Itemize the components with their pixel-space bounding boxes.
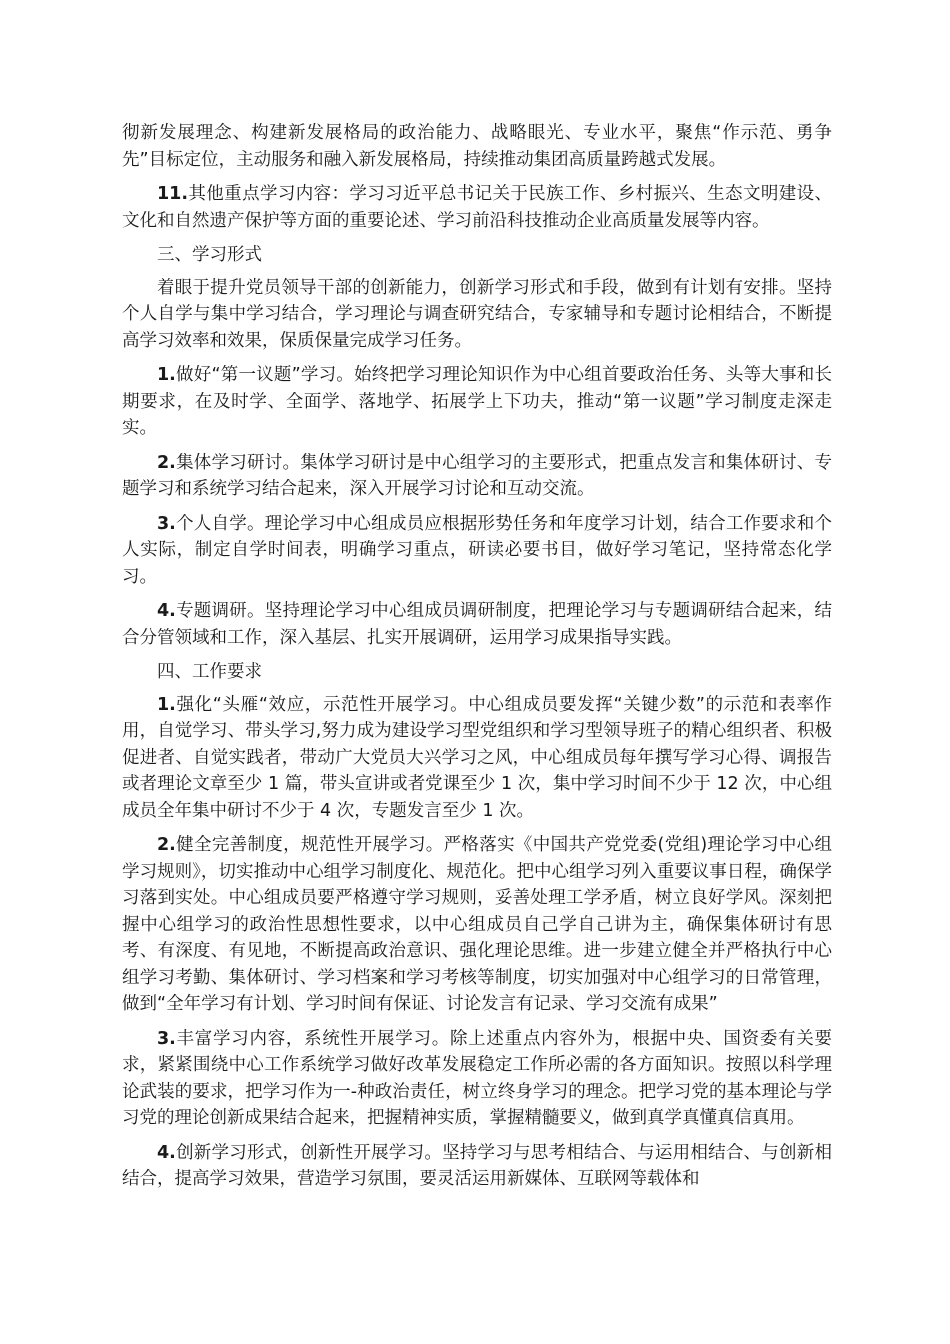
paragraph [122,1026,832,1132]
item-number: 1. [157,365,176,385]
paragraph-text: 个人自学。理论学习中心组成员应根据形势任务和年度学习计划，结合工作要求和个人实际，制定自学时间表，明确学习重点，研读必要书目，做好学习笔记，坚持常态化学习。 [122,513,832,587]
item-number: 2. [157,835,176,855]
paragraph-text: 专题调研。坚持理论学习中心组成员调研制度，把理论学习与专题调研结合起来，结合分管领域和工作，深入基层、扎实开展调研，运用学习成果指导实践。 [122,601,832,648]
document-page [122,120,832,1201]
paragraph [122,511,832,591]
paragraph [122,1140,832,1193]
paragraph [122,598,832,651]
section-heading [122,659,832,686]
item-number: 11. [157,184,189,204]
item-number: 4. [157,1142,176,1163]
paragraph [122,692,832,825]
paragraph [122,181,832,234]
item-number: 2. [157,452,176,473]
paragraph-text: 强化“头雁“效应，示范性开展学习。中心组成员要发挥“关键少数”的示范和表率作用，自觉学习、带头学习,努力成为建设学习型党组织和学习型领导班子的精心组织者、积极促进者、自觉实践者，带动广大党员大兴学习之风，中心组成员每年撰写学习心得、调报告或者理论文章至少 1 篇，带头宣讲或者党课至少 1 次，集中学习时间不少于 12 次，中心组成员全年集中研讨不少于 4 次，专题发言至少 1 次。 [122,694,832,821]
paragraph-text: 彻新发展理念、构建新发展格局的政治能力、战略眼光、专业水平，聚焦“作示范、勇争先”目标定位，主动服务和融入新发展格局，持续推动集团高质量跨越式发展。 [122,123,832,170]
paragraph-text: 创新学习形式，创新性开展学习。坚持学习与思考相结合、与运用相结合、与创新相结合，提高学习效果，营造学习氛围，要灵活运用新媒体、互联网等载体和 [122,1142,832,1189]
paragraph-text: 着眼于提升党员领导干部的创新能力，创新学习形式和手段，做到有计划有安排。坚持个人自学与集中学习结合，学习理论与调查研究结合，专家辅导和专题讨论相结合，不断提高学习效率和效果，保质保量完成学习任务。 [122,277,832,351]
paragraph [122,832,832,1018]
paragraph [122,450,832,503]
paragraph-text: 健全完善制度，规范性开展学习。严格落实《中国共产党党委(党组)理论学习中心组学习规则》，切实推动中心组学习制度化、规范化。把中心组学习列入重要议事日程，确保学习落到实处。中心组成员要严格遵守学习规则，妥善处理工学矛盾，树立良好学风。深刻把握中心组学习的政治性思想性要求，以中心组成员自己学自己讲为主，确保集体研讨有思考、有深度、有见地，不断提高政治意识、强化理论思维。进一步建立健全并严格执行中心组学习考勤、集体研讨、学习档案和学习考核等制度，切实加强对中心组学习的日常管理，做到“全年学习有计划、学习时间有保证、讨论发言有记录、学习交流有成果” [122,835,832,1014]
paragraph [122,275,832,355]
item-number: 3. [157,513,176,534]
paragraph [122,362,832,442]
paragraph-text: 集体学习研讨。集体学习研讨是中心组学习的主要形式，把重点发言和集体研讨、专题学习和系统学习结合起来，深入开展学习讨论和互动交流。 [122,452,832,499]
paragraph-text: 做好“第一议题”学习。始终把学习理论知识作为中心组首要政治任务、头等大事和长期要求，在及时学、全面学、落地学、拓展学上下功夫，推动“第一议题”学习制度走深走实。 [122,365,832,438]
paragraph [122,120,832,173]
item-number: 4. [157,601,176,621]
paragraph-text: 其他重点学习内容：学习习近平总书记关于民族工作、乡村振兴、生态文明建设、文化和自然遗产保护等方面的重要论述、学习前沿科技推动企业高质量发展等内容。 [122,184,832,231]
paragraph-text: 丰富学习内容，系统性开展学习。除上述重点内容外为，根据中央、国资委有关要求，紧紧围绕中心工作系统学习做好改革发展稳定工作所必需的各方面知识。按照以科学理论武装的要求，把学习作为一-种政治责任，树立终身学习的理念。把学习党的基本理论与学习党的理论创新成果结合起来，把握精神实质，掌握精髓要义，做到真学真懂真信真用。 [122,1028,832,1128]
heading-text: 三、学习形式 [157,245,262,265]
section-heading [122,242,832,269]
heading-text: 四、工作要求 [157,662,262,682]
item-number: 1. [157,694,176,715]
item-number: 3. [157,1028,176,1049]
